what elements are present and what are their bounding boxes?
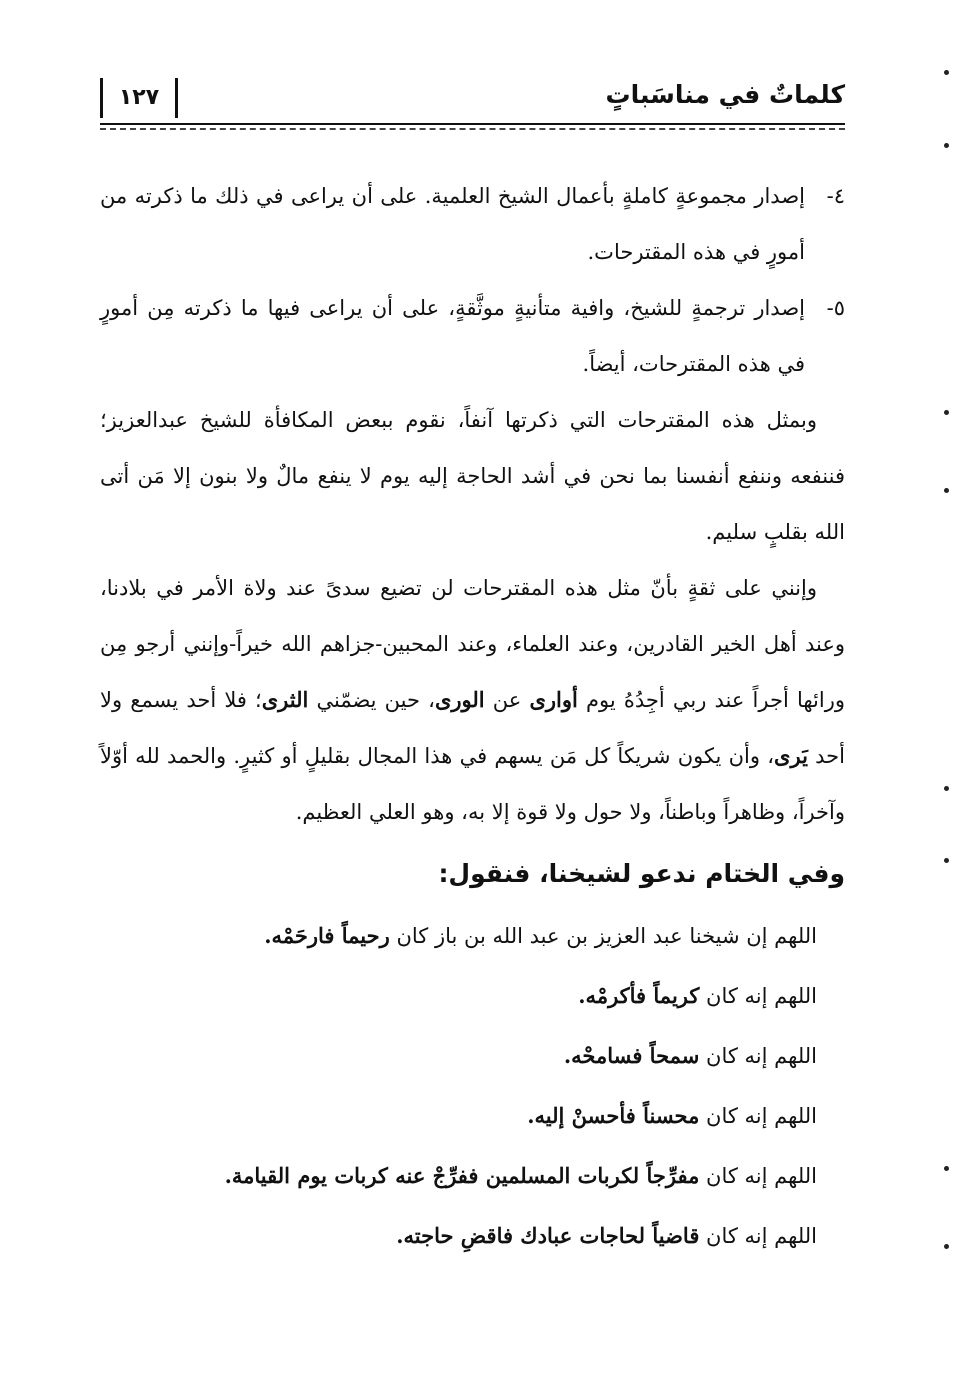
paragraph-text: عن <box>484 688 530 712</box>
prayer-emphasis: كريماً فأكرمْه. <box>578 983 700 1008</box>
prayer-line <box>100 1146 845 1206</box>
emphasis-text: الورى <box>434 687 485 712</box>
emphasis-text: الثرى <box>261 687 309 712</box>
scan-speck <box>944 70 949 75</box>
page-number: ١٢٧ <box>100 78 178 118</box>
closing-heading: وفي الختام ندعو لشيخنا، فنقول: <box>438 859 845 888</box>
paragraph-text: ، حين يضمّني <box>308 688 435 712</box>
prayer-emphasis: محسناً فأحسنْ إليه. <box>527 1103 700 1128</box>
emphasis-text: أوارى <box>529 687 578 712</box>
list-item-number: ٥- <box>826 296 845 320</box>
scan-speck <box>944 488 949 493</box>
list-item <box>100 280 845 392</box>
prayer-text: اللهم إنه كان <box>699 1164 817 1188</box>
prayer-text: اللهم إن شيخنا عبد العزيز بن عبد الله بن باز كان <box>389 924 817 948</box>
scan-speck <box>944 858 949 863</box>
paragraph-text: ، وأن يكون شريكاً كل مَن يسهم في هذا المجال بقليلٍ أو كثيرٍ. والحمد لله أوّلاً وآخراً، وظاهراً وباطناً، ولا حول ولا قوة إلا به، وهو العلي العظيم. <box>100 744 845 824</box>
page-header <box>100 76 845 124</box>
list-item-text: إصدار ترجمةٍ للشيخ، وافية متأنيةٍ موثَّقةٍ، على أن يراعى فيها ما ذكرته مِن أمورٍ في هذه المقترحات، أيضاً. <box>100 296 805 376</box>
prayer-line <box>100 1026 845 1086</box>
paragraph: وبمثل هذه المقترحات التي ذكرتها آنفاً، نقوم ببعض المكافأة للشيخ عبدالعزيز؛ فننفعه وننفع أنفسنا بما نحن في أشد الحاجة إليه يوم لا ينفع مالٌ ولا بنون إلا مَن أتى الله بقلبٍ سليم. <box>100 408 845 544</box>
header-rule <box>100 123 845 125</box>
prayer-line <box>100 966 845 1026</box>
list-item-text: إصدار مجموعةٍ كاملةٍ بأعمال الشيخ العلمية. على أن يراعى في ذلك ما ذكرته من أمورٍ في هذه المقترحات. <box>100 184 805 264</box>
paragraph-text: وإنني على ثقةٍ بأنّ مثل هذه المقترحات لن تضيع سدىً عند ولاة الأمر في بلادنا، وعند أهل الخير القادرين، وعند العلماء، وعند المحبين-جزاهم الله خيراً-وإنني أرجو مِن ورائها أجراً عند ربي أجِدُهُ يوم <box>100 576 845 712</box>
body-text <box>100 168 845 1266</box>
scan-speck <box>944 1244 949 1249</box>
scan-speck <box>944 1166 949 1171</box>
prayer-emphasis: سمحاً فسامحْه. <box>563 1043 700 1068</box>
paragraph-text: ؛ فلا أحد يسمع ولا أحد <box>100 688 845 768</box>
prayer-text: اللهم إنه كان <box>699 1044 817 1068</box>
prayer-text: اللهم إنه كان <box>699 1224 817 1248</box>
running-title: كلماتٌ في مناسَباتٍ <box>605 80 845 109</box>
prayer-line <box>100 1086 845 1146</box>
prayer-text: اللهم إنه كان <box>699 984 817 1008</box>
emphasis-text: يَرى <box>774 743 808 768</box>
scan-speck <box>944 143 949 148</box>
paragraph <box>100 560 845 840</box>
prayer-text: اللهم إنه كان <box>699 1104 817 1128</box>
scan-speck <box>944 410 949 415</box>
prayer-line <box>100 1206 845 1266</box>
prayer-emphasis: قاضياً لحاجات عبادك فاقضِ حاجته. <box>396 1223 700 1248</box>
prayer-emphasis: رحيماً فارحَمْه. <box>264 923 390 948</box>
list-item-number: ٤- <box>826 184 845 208</box>
header-dashed-rule <box>100 128 845 130</box>
prayer-emphasis: مفرِّجاً لكربات المسلمين ففرِّجْ عنه كربات يوم القيامة. <box>224 1163 700 1188</box>
prayer-line <box>100 906 845 966</box>
list-item <box>100 168 845 280</box>
scan-speck <box>944 786 949 791</box>
